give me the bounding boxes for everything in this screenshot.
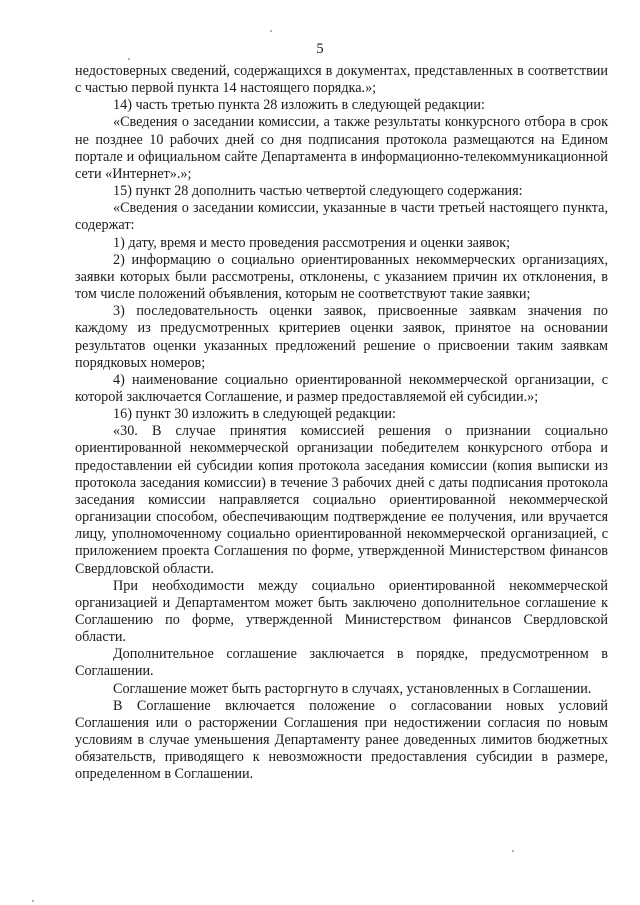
paragraph-subitem-4: 4) наименование социально ориентированной некоммерческой организации, с которой заключается Соглашение, и размер предоставляемой ей субсидии.»; xyxy=(75,371,608,405)
paragraph-additional-agreement-procedure: Дополнительное соглашение заключается в порядке, предусмотренном в Соглашении. xyxy=(75,646,608,680)
paragraph-new-conditions: В Соглашение включается положение о согласовании новых условий Соглашения или о расторжении Соглашения при недостижении согласия по новым условиям в случае уменьшения Департаменту ранее доведенных лимитов бюджетных обязательств, приводящего к невозможности предоставления субсидии в размере, определенном в Соглашении. xyxy=(75,697,608,783)
paragraph-subitem-2: 2) информацию о социально ориентированных некоммерческих организациях, заявки которых были рассмотрены, отклонены, с указанием причин их отклонения, в том числе положений объявления, которым не соответствуют такие заявки; xyxy=(75,251,608,303)
paragraph-termination: Соглашение может быть расторгнуто в случаях, установленных в Соглашении. xyxy=(113,680,592,697)
scan-speck xyxy=(32,900,34,902)
paragraph-continuation: недостоверных сведений, содержащихся в документах, представленных в соответствии с частью первой пункта 14 настоящего порядка.»; xyxy=(75,63,608,97)
paragraph-item-15-text: «Сведения о заседании комиссии, указанные в части третьей настоящего пункта, содержат: xyxy=(75,200,608,234)
paragraph-subitem-3: 3) последовательность оценки заявок, присвоенные заявкам значения по каждому из предусмотренных критериев оценки заявок, принятое на основании результатов оценки указанных предложений решение о присвоении таким заявкам порядковых номеров; xyxy=(75,303,608,371)
document-body xyxy=(75,63,608,784)
scan-speck xyxy=(512,850,514,852)
scan-speck xyxy=(128,58,130,60)
paragraph-subitem-1: 1) дату, время и место проведения рассмотрения и оценки заявок; xyxy=(113,234,511,251)
paragraph-item-14: 14) часть третью пункта 28 изложить в следующей редакции: xyxy=(113,97,485,114)
page-number: 5 xyxy=(316,41,324,57)
paragraph-item-15: 15) пункт 28 дополнить частью четвертой следующего содержания: xyxy=(113,183,523,200)
paragraph-item-16-text: «30. В случае принятия комиссией решения о признании социально ориентированной некоммерческой организации победителем конкурсного отбора и предоставлении ей субсидии копия протокола заседания комиссии (копия выписки из протокола заседания комиссии) в течение 3 рабочих дней с даты подписания протокола заседания комиссии направляется социально ориентированной некоммерческой организации способом, обеспечивающим подтверждение ее получения, или вручается лицу, уполномоченному социально ориентированной некоммерческой организацией, с приложением проекта Соглашения по форме, утвержденной Министерством финансов Свердловской области. xyxy=(75,423,608,577)
paragraph-item-16: 16) пункт 30 изложить в следующей редакции: xyxy=(113,406,396,423)
scan-speck xyxy=(270,30,272,32)
paragraph-additional-agreement: При необходимости между социально ориентированной некоммерческой организацией и Департаментом может быть заключено дополнительное соглашение к Соглашению по форме, утвержденной Министерством финансов Свердловской области. xyxy=(75,577,608,646)
paragraph-item-14-text: «Сведения о заседании комиссии, а также результаты конкурсного отбора в срок не позднее 10 рабочих дней со дня подписания протокола размещаются на Едином портале и официальном сайте Департамента в информационно-телекоммуникационной сети «Интернет».»; xyxy=(75,114,608,182)
